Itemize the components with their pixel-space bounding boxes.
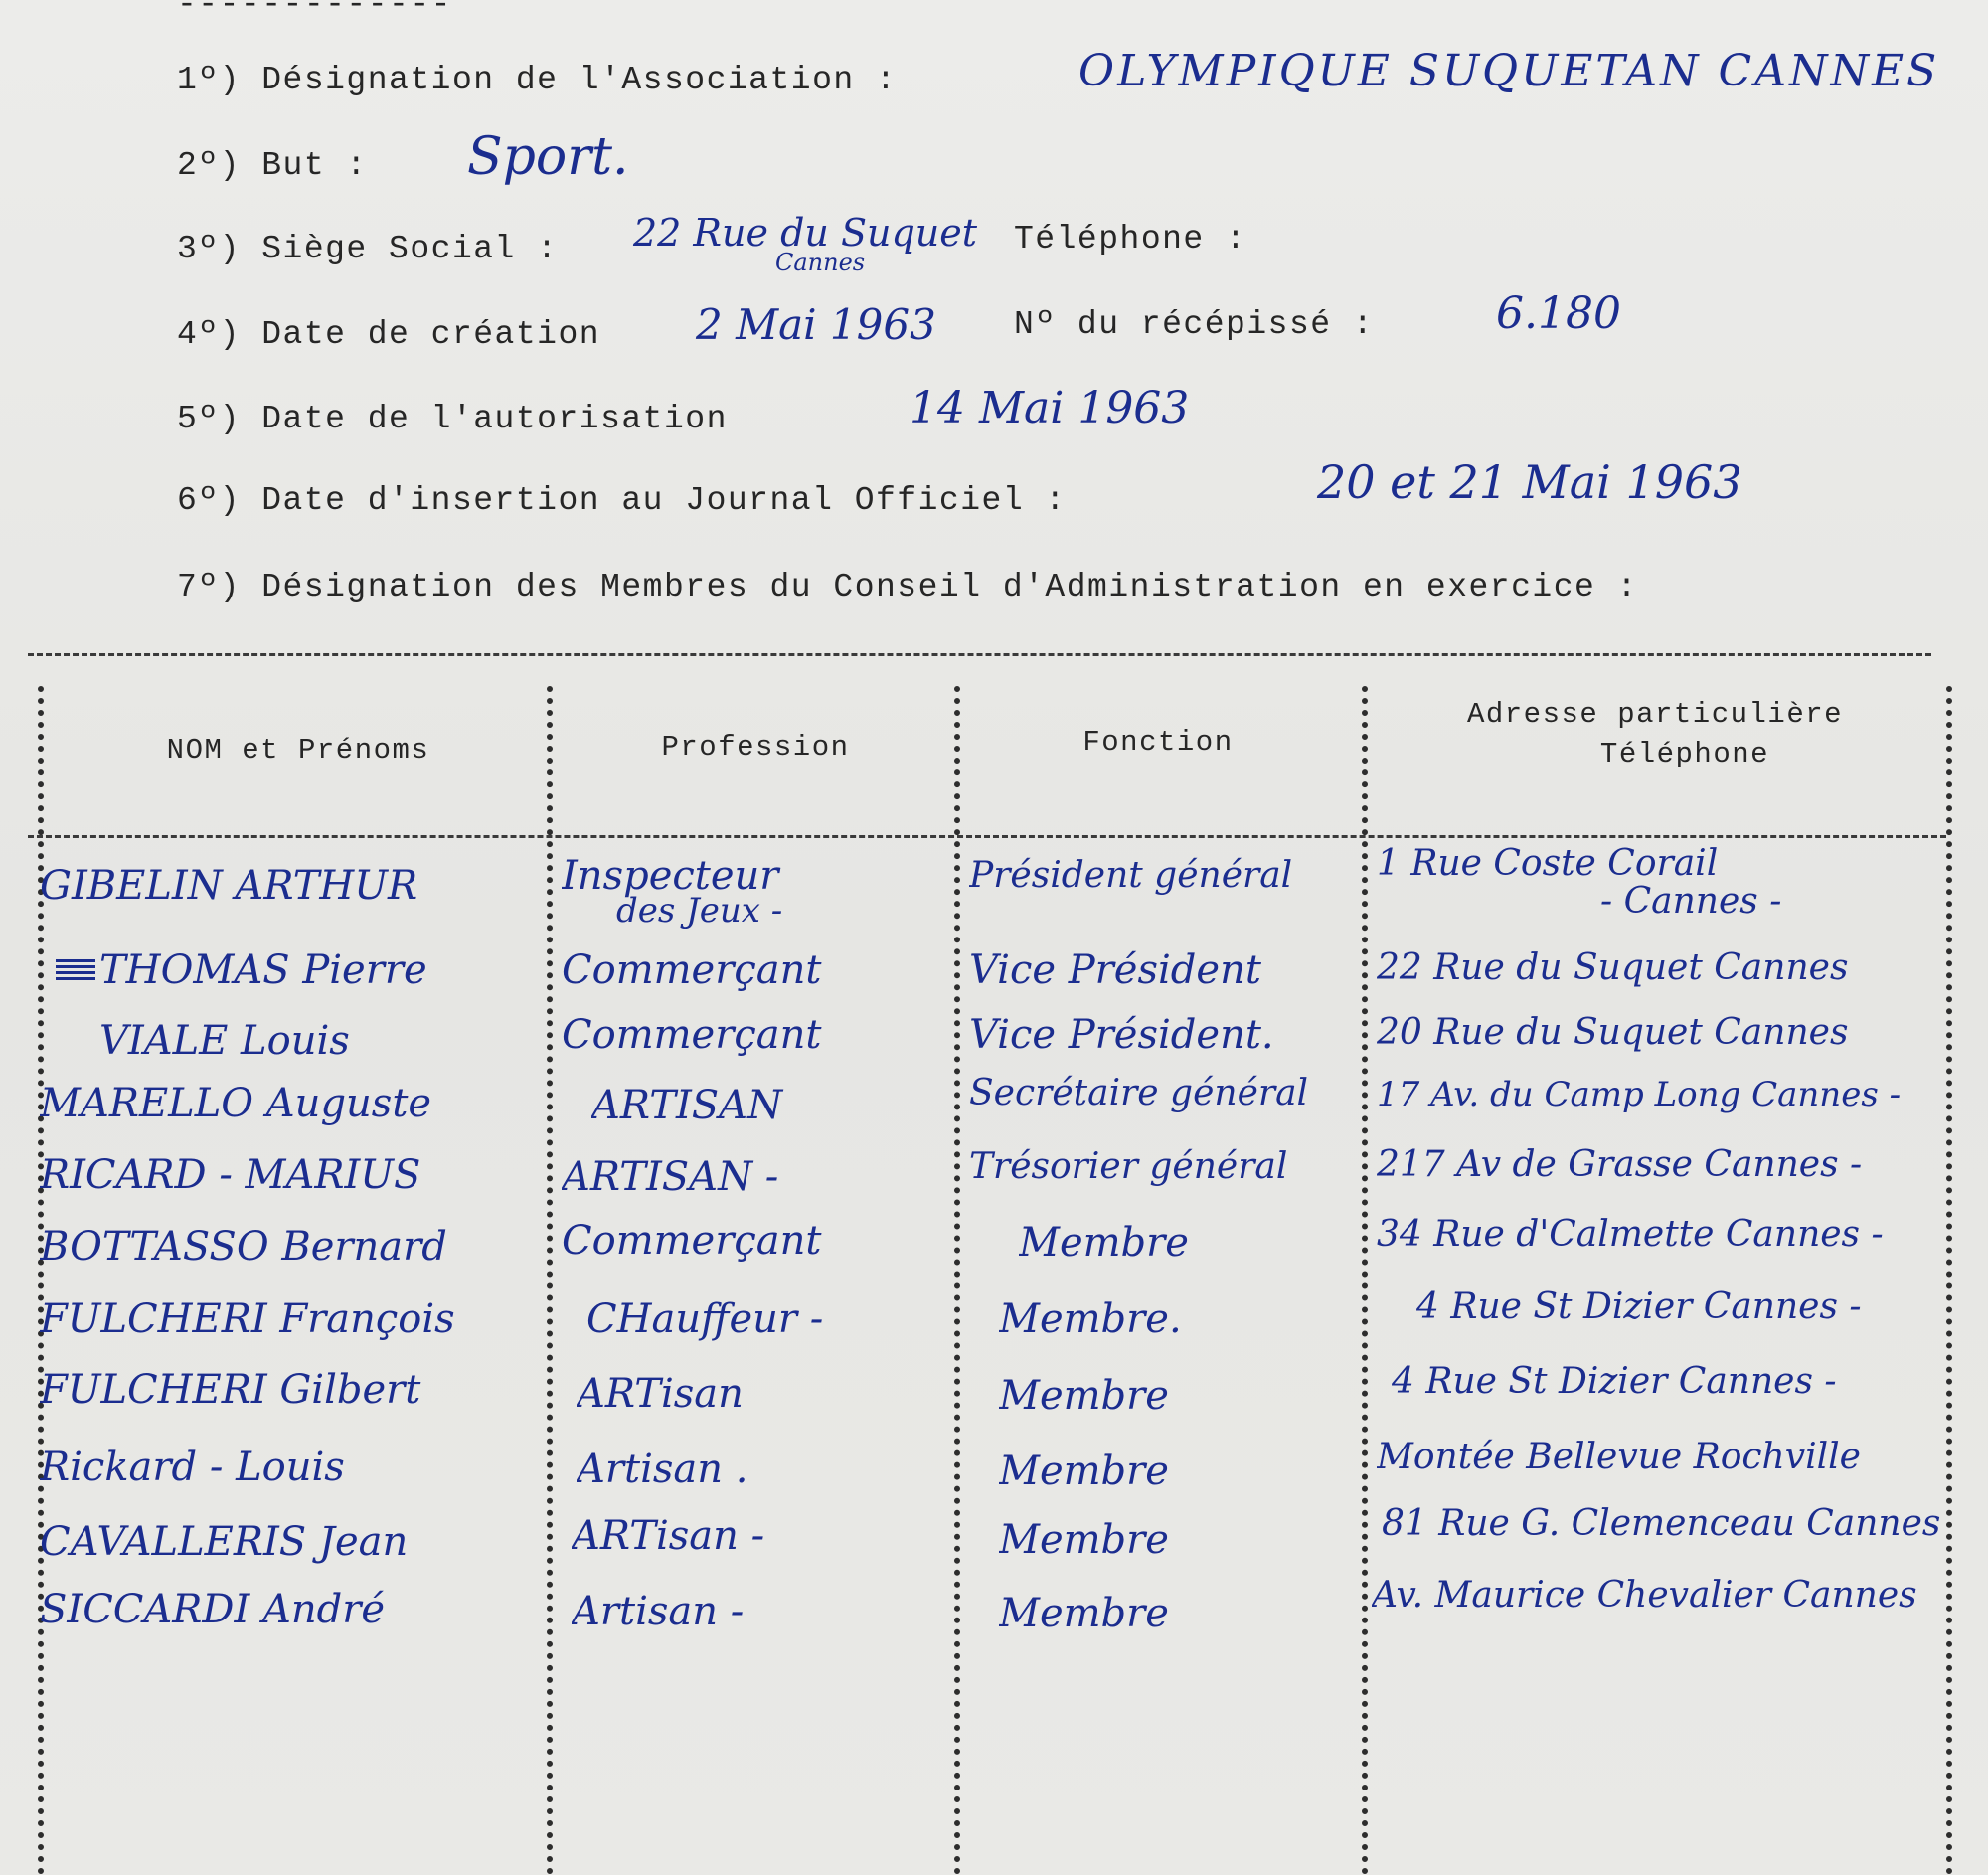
cell-adresse: 17 Av. du Camp Long Cannes - <box>1377 1075 1902 1114</box>
header-adresse: Adresse particulière <box>1466 698 1844 731</box>
cell-adresse: Montée Bellevue Rochville <box>1377 1437 1861 1477</box>
cell-profession: Commerçant <box>562 1218 822 1264</box>
cell-adresse: 4 Rue St Dizier Cannes - <box>1392 1361 1837 1402</box>
cell-name: FULCHERI François <box>40 1296 455 1342</box>
cell-profession: ARTisan <box>577 1371 744 1417</box>
cell-fonction: Vice Président <box>969 947 1261 993</box>
cell-name: SICCARDI André <box>40 1587 386 1632</box>
field-but-label: 2º) But : <box>177 147 368 184</box>
cell-fonction: Membre <box>999 1449 1169 1494</box>
cell-name: CAVALLERIS Jean <box>40 1519 409 1565</box>
cell-name: FULCHERI Gilbert <box>40 1367 421 1413</box>
cell-adresse: 4 Rue St Dizier Cannes - <box>1416 1286 1862 1327</box>
cell-profession: Inspecteur <box>562 853 779 899</box>
cell-adresse: 1 Rue Coste Corail <box>1377 843 1719 884</box>
field-autorisation-label: 5º) Date de l'autorisation <box>177 401 728 437</box>
field-but-value: Sport. <box>467 127 629 187</box>
cell-name: VIALE Louis <box>99 1018 350 1064</box>
cell-fonction: Membre. <box>999 1296 1182 1342</box>
cell-profession: ARTISAN - <box>562 1154 779 1200</box>
table-header-rule <box>28 835 1946 838</box>
header-nom: NOM et Prénoms <box>166 734 430 767</box>
cell-fonction: Membre <box>1019 1220 1189 1266</box>
cell-profession: CHauffeur - <box>586 1296 824 1342</box>
cell-profession: Commerçant <box>562 947 822 993</box>
cell-name: Rickard - Louis <box>40 1445 345 1490</box>
cell-profession: ARTISAN <box>591 1083 783 1128</box>
table-row <box>0 1286 1988 1352</box>
field-creation-value: 2 Mai 1963 <box>696 300 936 349</box>
cell-name: BOTTASSO Bernard <box>40 1224 447 1270</box>
table-row <box>0 1503 1988 1569</box>
cell-adresse: 81 Rue G. Clemenceau Cannes <box>1382 1503 1941 1544</box>
field-siege-value: 22 Rue du Suquet <box>633 211 978 255</box>
header-profession: Profession <box>661 731 850 764</box>
table-row <box>0 947 1988 1007</box>
cell-fonction: Vice Président. <box>969 1012 1274 1058</box>
field-recepisse-value: 6.180 <box>1496 288 1621 339</box>
cell-fonction: Trésorier général <box>969 1146 1288 1187</box>
field-autorisation-value: 14 Mai 1963 <box>910 383 1190 433</box>
field-association-label: 1º) Désignation de l'Association : <box>177 62 898 98</box>
cell-fonction: Membre <box>999 1373 1169 1419</box>
table-top-rule <box>28 653 1931 656</box>
field-recepisse-label: Nº du récépissé : <box>1014 306 1375 343</box>
table-row <box>0 843 1988 942</box>
table-row <box>0 1012 1988 1072</box>
cell-adresse: 20 Rue du Suquet Cannes <box>1377 1012 1849 1053</box>
table-row <box>0 1144 1988 1210</box>
table-row <box>0 1439 1988 1498</box>
header-rule: ------------- <box>177 0 452 23</box>
field-siege-label: 3º) Siège Social : <box>177 231 559 267</box>
cell-adresse: 22 Rue du Suquet Cannes <box>1377 947 1849 988</box>
field-conseil-label: 7º) Désignation des Membres du Conseil d'Administration en exercice : <box>177 569 1638 605</box>
field-creation-label: 4º) Date de création <box>177 316 601 353</box>
field-telephone-label: Téléphone : <box>1014 221 1247 257</box>
table-row <box>0 1214 1988 1279</box>
cell-fonction: Membre <box>999 1591 1169 1636</box>
cell-profession: Artisan - <box>572 1589 745 1634</box>
cell-name: MARELLO Auguste <box>40 1081 432 1126</box>
cell-name: GIBELIN ARTHUR <box>40 863 418 909</box>
cell-profession: ARTisan - <box>572 1513 765 1559</box>
cell-name: THOMAS Pierre <box>99 947 427 993</box>
cell-fonction: Secrétaire général <box>969 1073 1309 1113</box>
cell-adresse: 217 Av de Grasse Cannes - <box>1377 1144 1863 1185</box>
cell-name: RICARD - MARIUS <box>40 1152 421 1198</box>
header-telephone: Téléphone <box>1599 738 1770 770</box>
cell-profession: Commerçant <box>562 1012 822 1058</box>
cell-adresse: 34 Rue d'Calmette Cannes - <box>1377 1214 1884 1255</box>
table-row <box>0 1361 1988 1425</box>
cell-adresse-line2: - Cannes - <box>1600 881 1782 922</box>
cell-profession-line2: des Jeux - <box>616 891 783 931</box>
field-insertion-label: 6º) Date d'insertion au Journal Officiel : <box>177 482 1067 519</box>
cell-fonction: Membre <box>999 1517 1169 1563</box>
field-siege-value-line2: Cannes <box>775 249 866 276</box>
field-insertion-value: 20 et 21 Mai 1963 <box>1317 455 1742 509</box>
cell-adresse: Av. Maurice Chevalier Cannes <box>1372 1575 1917 1616</box>
field-association-value: OLYMPIQUE SUQUETAN CANNES <box>1078 46 1940 96</box>
table-row <box>0 1575 1988 1640</box>
header-fonction: Fonction <box>1082 726 1234 759</box>
cell-profession: Artisan . <box>577 1447 748 1492</box>
cell-fonction: Président général <box>969 855 1293 896</box>
table-row <box>0 1073 1988 1140</box>
